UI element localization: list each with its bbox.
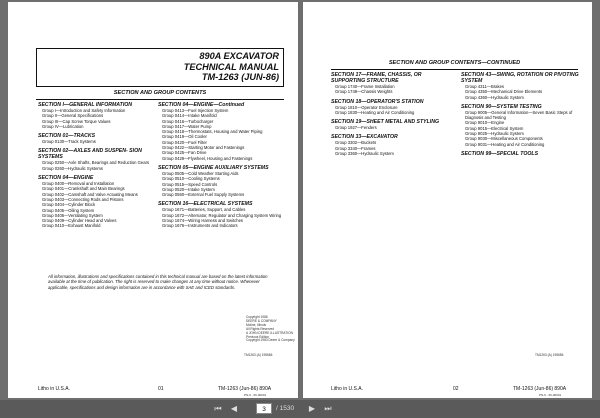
next-page-button[interactable]: ▶	[308, 404, 316, 413]
group-entry: Group 0520—Intake System	[162, 186, 215, 192]
group-entry: Group 4360—Hydraulic System	[465, 94, 524, 100]
revision-code: TM1263 (A) 195686	[244, 353, 273, 357]
copyright-line: All Rights Reserved	[246, 326, 274, 331]
group-entry: Group 9030—Miscellaneous Components	[465, 136, 543, 142]
footer-part-number: PN-9 - 66-00001	[539, 393, 562, 397]
group-entry: Group 0250—Axle Shafts, Bearings and Reduction Gears	[42, 160, 150, 166]
group-entry: Group 0510—Cooling Systems	[162, 176, 220, 182]
revision-code: TM1263 (A) 195686	[535, 353, 564, 357]
group-entry: Group 0404—Cylinder Block	[42, 202, 96, 208]
footer-litho: Litho in U.S.A.	[331, 386, 363, 392]
section-heading: SECTION 01—TRACKS	[38, 133, 96, 140]
copyright-line: DEERE & COMPANY	[246, 318, 277, 323]
group-entry: Group 1749—Chassis Weights	[335, 89, 393, 95]
group-entry: Group 0260—Hydraulic Systems	[42, 165, 103, 171]
title-line-3: TM-1263 (JUN-86)	[201, 72, 279, 82]
footer-page-number: 01	[158, 386, 164, 392]
group-entry: Group 0505—Cold Weather Starting Aids	[162, 170, 239, 176]
group-entry: Group 0422—Starting Motor and Fastenings	[162, 145, 245, 151]
group-entry: Group 0420—Fuel Filter	[162, 139, 207, 145]
group-entry: Group 1676—Instruments and Indicators	[162, 223, 238, 229]
contents-heading: SECTION AND GROUP CONTENTS	[113, 90, 207, 96]
copyright-line: Previous Edition	[246, 334, 270, 339]
copyright-line: Moline, Illinois	[246, 322, 267, 327]
group-entry: Group 0425—Fan Drive	[162, 150, 207, 156]
section-heading: SECTION 04—ENGINE	[38, 175, 94, 182]
group-entry: Group 0406—Ventilating System	[42, 212, 103, 218]
divider	[331, 69, 578, 70]
group-entry: Group 0401—Crankshaft and Main Bearings	[42, 186, 125, 192]
section-heading: SECTION 19—SHEET METAL AND STYLING	[331, 119, 439, 126]
group-entry: Group 0417—Water Pump	[162, 123, 212, 129]
group-entry: Group 0405—Oiling System	[42, 207, 95, 213]
group-entry: Group 0429—Flywheel, Housing and Fastenings	[162, 155, 253, 161]
contents-left-column	[38, 102, 150, 229]
total-pages-label: / 1530	[276, 405, 295, 412]
group-entry: Group 9015—Electrical System	[465, 125, 524, 131]
group-entry: Group 1672—Alternator, Regulator and Charging System Wiring	[162, 212, 282, 218]
group-entry: Group 3340—Frames	[335, 145, 376, 151]
group-entry: Group 1830—Heating and Air Conditioning	[335, 109, 415, 115]
group-entry: Group 0410—Exhaust Manifold	[42, 223, 101, 229]
group-entry: Group III—Cap Screw Torque Values	[42, 118, 111, 124]
group-entry: Group 1671—Batteries, Support, and Cables	[162, 207, 246, 213]
group-entry: Group 0130—Track Systems	[42, 139, 96, 145]
group-entry: Group I—Introduction and Safety Information	[42, 108, 126, 113]
group-entry: Group 1740—Frame Installation	[335, 84, 395, 89]
group-entry: Group 0413—Fuel Injection System	[162, 108, 229, 113]
group-entry: Group 1674—Wiring Harness and Switches	[162, 218, 243, 224]
group-entry: Group 0402—Camshaft and Valve Actuating Means	[42, 191, 138, 197]
group-entry: Group 9025—Hydraulic System	[465, 131, 524, 137]
section-heading: SECTION I—GENERAL INFORMATION	[38, 102, 133, 108]
section-heading: SECTION 05—ENGINE AUXILIARY SYSTEMS	[158, 164, 269, 171]
group-entry: Group 0409—Cylinder Head and Valves	[42, 218, 117, 224]
page-number-input[interactable]: 3	[256, 403, 272, 414]
section-heading: SECTION 16—ELECTRICAL SYSTEMS	[158, 201, 253, 208]
group-entry: Group 1810—Operator Enclosure	[335, 104, 398, 110]
contents-right-column	[158, 102, 282, 229]
group-entry: Group 9005—General Information—Seven Basic Steps of Diagnosis and Testing	[465, 109, 573, 121]
group-entry: Group 0416—Turbocharger	[162, 118, 214, 124]
title-box	[36, 48, 284, 87]
footer-manual-id: TM-1263 (Jun-86) 890A	[218, 386, 272, 392]
copyright-line: A JOHN DEERE ILLUSTRATION	[246, 330, 293, 335]
group-entry: Group 0414—Intake Manifold	[162, 113, 217, 119]
section-heading: SECTION 18—OPERATOR'S STATION	[331, 98, 424, 105]
group-entry: Group 0403—Connecting Rods and Pistons	[42, 196, 124, 202]
footer-part-number: PN-9 - 66-00001	[244, 393, 267, 397]
group-entry: Group 0419—Oil Cooler	[162, 134, 207, 140]
group-entry: Group 3302—Buckets	[335, 140, 377, 146]
copyright-line: Copyright 1986	[246, 315, 268, 319]
divider	[36, 99, 284, 100]
group-entry: Group II—General Specifications	[42, 113, 104, 119]
section-heading: SECTION 43—SWING, ROTATION OR PIVOTING SYSTEM	[461, 72, 579, 84]
manual-page-1	[8, 2, 298, 398]
section-heading: SECTION 04—ENGINE—Continued	[158, 102, 245, 108]
footer-page-number: 02	[453, 386, 459, 392]
manual-page-2	[303, 2, 592, 398]
group-entry: Group 4311—Brakes	[465, 84, 505, 89]
section-heading: SECTION 17—FRAME, CHASSIS, OR SUPPORTING STRUCTURE	[331, 72, 422, 84]
footer-manual-id: TM-1263 (Jun-86) 890A	[513, 386, 567, 392]
copyright-line: Copyright 1983 Deere & Company	[246, 338, 295, 343]
group-entry: Group 9031—Heating and Air Conditioning	[465, 141, 545, 147]
group-entry: Group 0400—Removal and Installation	[42, 181, 115, 187]
section-heading: SECTION 02—AXLES AND SUSPEN- SION SYSTEMS	[38, 148, 142, 161]
section-heading: SECTION 90—SYSTEM TESTING	[461, 103, 542, 110]
last-page-button[interactable]: ⏭	[324, 404, 332, 413]
group-entry: Group IV—Lubrication	[42, 123, 84, 129]
group-entry: Group 3360—Hydraulic System	[335, 151, 394, 157]
viewer-toolbar	[0, 400, 600, 418]
footer-litho: Litho in U.S.A.	[38, 386, 70, 392]
group-entry: Group 1927—Fenders	[335, 125, 377, 131]
copyright-block	[246, 316, 295, 343]
section-heading: SECTION 99—SPECIAL TOOLS	[461, 150, 539, 157]
contents-right-column	[461, 72, 579, 157]
section-heading: SECTION 33—EXCAVATOR	[331, 134, 398, 141]
title-line-2: TECHNICAL MANUAL	[183, 61, 279, 72]
first-page-button[interactable]: ⏮	[214, 404, 222, 413]
contents-left-column	[331, 72, 453, 156]
group-entry: Group 9010—Engine	[465, 120, 505, 126]
group-entry: Group 0560—External Fuel Supply Systems	[162, 192, 245, 198]
title-line-1: 890A EXCAVATOR	[199, 51, 279, 61]
group-entry: Group 4350—Mechanical Drive Elements	[465, 89, 543, 95]
contents-heading-continued: SECTION AND GROUP CONTENTS—CONTINUED	[388, 60, 521, 66]
group-entry: Group 0515—Speed Controls	[162, 181, 218, 187]
disclaimer-note: All information, illustrations and specifications contained in this technical manual are based on the latest information available at the time of publication. The right is reserved to make changes at any time without notice. Whenever applicable, specifications and design information are in accordance with SAE and ICED standards.	[48, 274, 268, 290]
group-entry: Group 0418—Thermostats, Housing and Water Piping	[162, 129, 263, 135]
previous-page-button[interactable]: ◀	[230, 404, 238, 413]
